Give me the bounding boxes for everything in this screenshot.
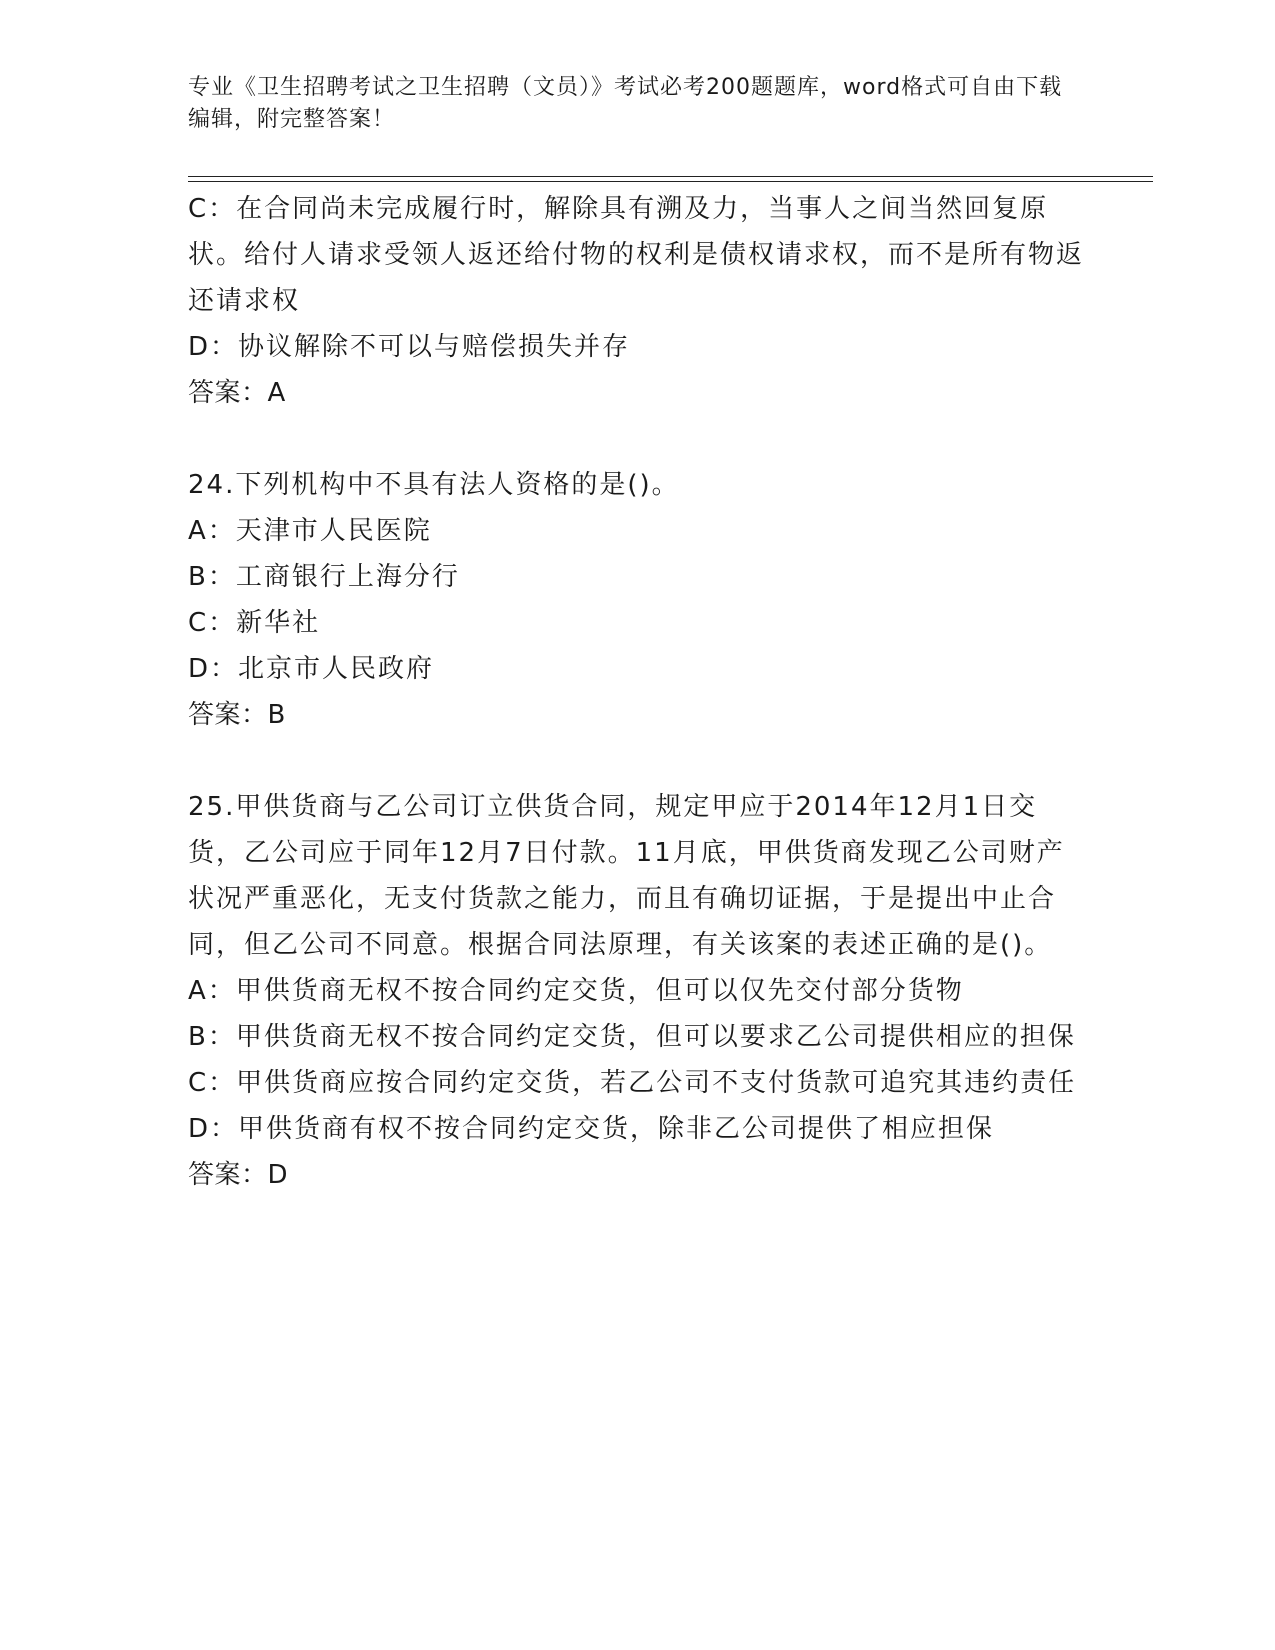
header-rule-top <box>188 176 1153 177</box>
answer-line: 答案：A <box>188 378 286 408</box>
option-d: D：甲供货商有权不按合同约定交货，除非乙公司提供了相应担保 <box>188 1114 995 1144</box>
question-24-block <box>188 462 1088 738</box>
question-25-block <box>188 784 1088 1198</box>
option-b: B：甲供货商无权不按合同约定交货，但可以要求乙公司提供相应的担保 <box>188 1022 1076 1052</box>
question-text: 25.甲供货商与乙公司订立供货合同，规定甲应于2014年12月1日交货，乙公司应于同年12月7日付款。11月底，甲供货商发现乙公司财产状况严重恶化，无支付货款之能力，而且有确切证据，于是提出中止合同，但乙公司不同意。根据合同法原理，有关该案的表述正确的是()。 <box>188 792 1065 960</box>
spacer <box>188 738 1088 784</box>
previous-question-block <box>188 186 1088 416</box>
answer-line: 答案：D <box>188 1160 289 1190</box>
option-c: C：新华社 <box>188 608 321 638</box>
document-header: 专业《卫生招聘考试之卫生招聘（文员）》考试必考200题题库，word格式可自由下载编辑，附完整答案！ <box>188 75 1063 132</box>
option-d: D：协议解除不可以与赔偿损失并存 <box>188 332 631 362</box>
answer-line: 答案：B <box>188 700 286 730</box>
option-d: D：北京市人民政府 <box>188 654 435 684</box>
option-c: C：甲供货商应按合同约定交货，若乙公司不支付货款可追究其违约责任 <box>188 1068 1077 1098</box>
option-b: B：工商银行上海分行 <box>188 562 460 592</box>
spacer <box>188 416 1088 462</box>
question-content <box>188 186 1088 1198</box>
option-a: A：甲供货商无权不按合同约定交货，但可以仅先交付部分货物 <box>188 976 964 1006</box>
question-text: 24.下列机构中不具有法人资格的是()。 <box>188 470 680 500</box>
header-rule-bottom <box>188 181 1153 182</box>
option-c: C：在合同尚未完成履行时，解除具有溯及力，当事人之间当然回复原状。给付人请求受领人返还给付物的权利是债权请求权，而不是所有物返还请求权 <box>188 194 1085 316</box>
option-a: A：天津市人民医院 <box>188 516 432 546</box>
